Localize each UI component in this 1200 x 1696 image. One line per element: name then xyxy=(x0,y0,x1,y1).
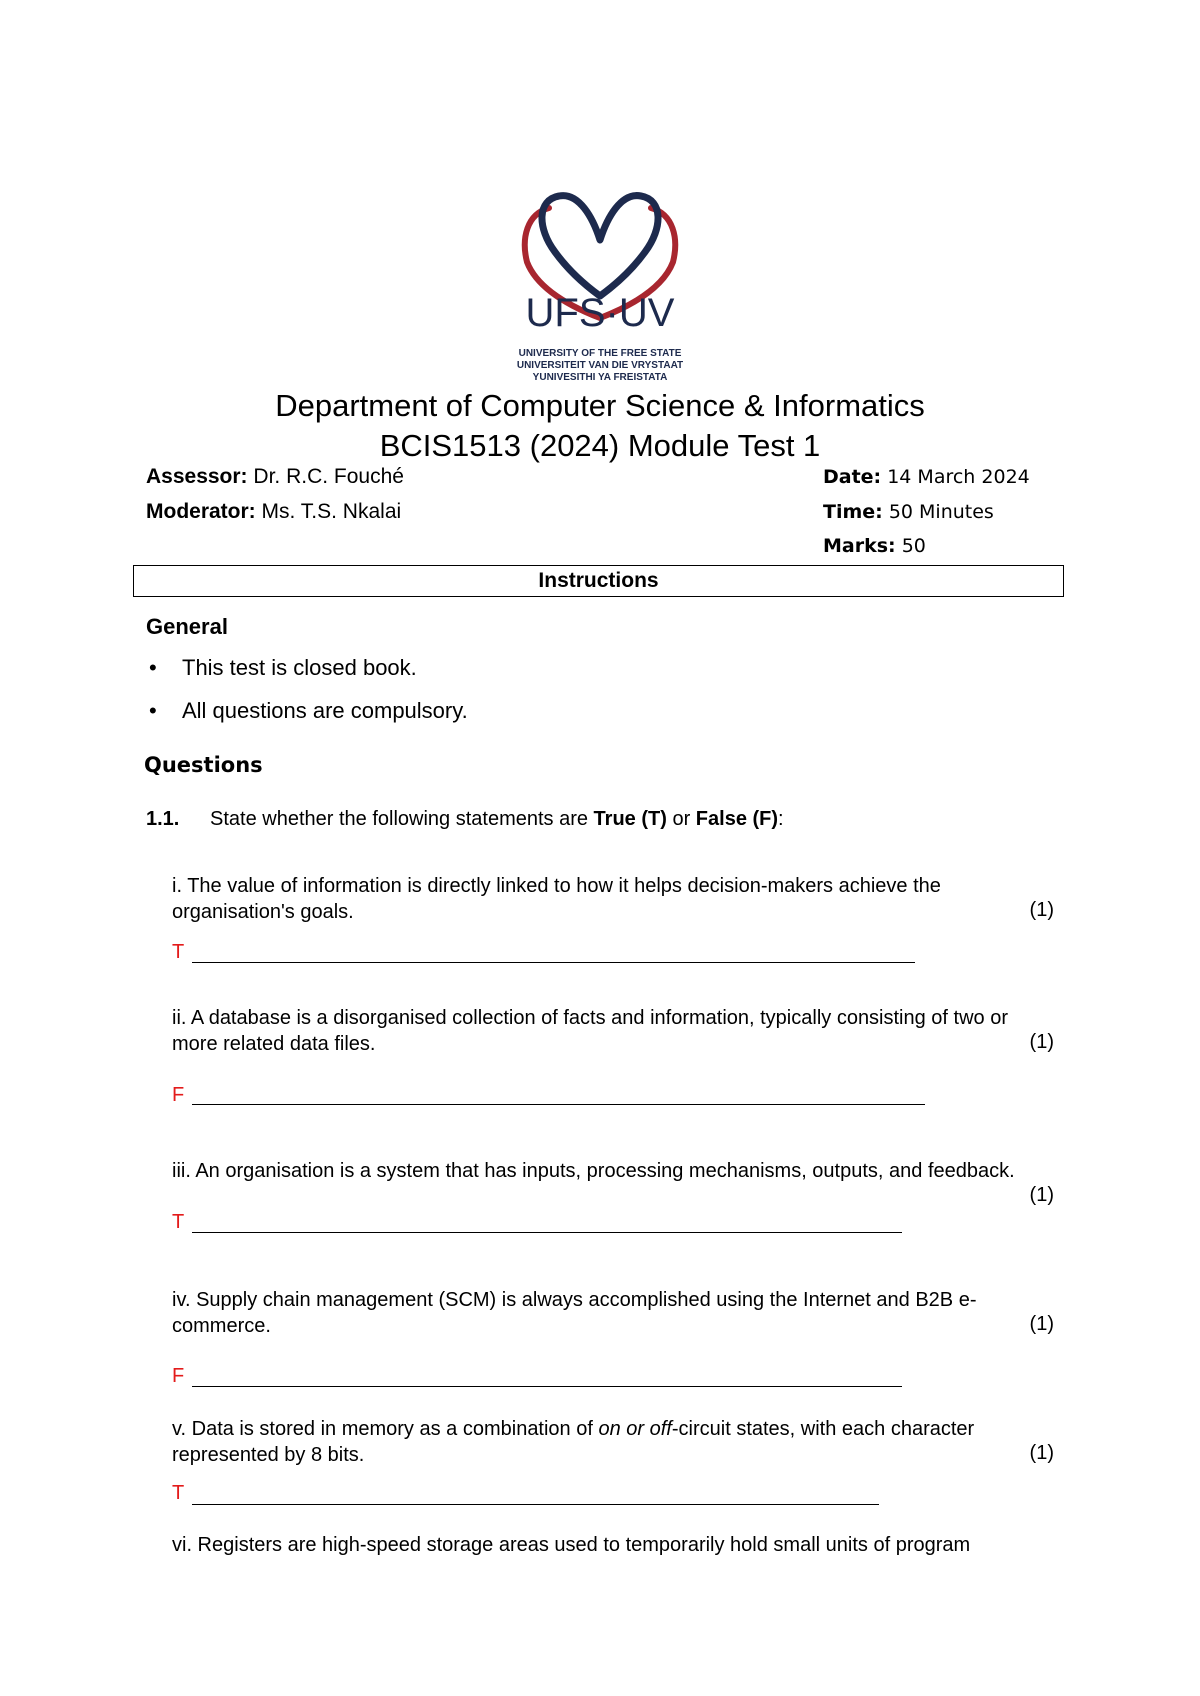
test-title: BCIS1513 (2024) Module Test 1 xyxy=(379,428,821,463)
statement-v-text-end: -circuit states, with each character represented by 8 bits. xyxy=(172,1418,975,1466)
mark-iii: (1) xyxy=(1029,1184,1054,1206)
bullet-icon: • xyxy=(149,698,157,723)
mark-ii: (1) xyxy=(1029,1031,1054,1053)
university-logo xyxy=(497,178,704,388)
question-1-1-prompt xyxy=(210,808,784,831)
ufs-shield-emblem xyxy=(497,178,704,388)
prompt-or: or xyxy=(666,808,696,830)
marks-line xyxy=(823,532,926,560)
answer-ii: F xyxy=(172,1084,185,1106)
bullet-text: This test is closed book. xyxy=(182,655,417,680)
answer-line-v xyxy=(192,1504,879,1505)
time-label: Time: xyxy=(823,501,883,523)
answer-line-i xyxy=(192,962,915,963)
instruction-bullet-2 xyxy=(149,697,468,725)
date-line xyxy=(823,463,1030,491)
statement-iii: iii. An organisation is a system that has inputs, processing mechanisms, outputs, and feedback. xyxy=(172,1160,1015,1182)
assessor-value: Dr. R.C. Fouché xyxy=(253,465,404,488)
mark-i: (1) xyxy=(1029,899,1054,921)
date-value: 14 March 2024 xyxy=(887,466,1030,488)
question-1-1-number xyxy=(146,808,179,831)
statement-i: i. The value of information is directly linked to how it helps decision-makers achieve the organisation's goals. xyxy=(172,875,941,923)
prompt-suffix: : xyxy=(778,808,784,830)
bullet-icon: • xyxy=(149,655,157,680)
assessor-line xyxy=(146,463,404,491)
statement-ii: ii. A database is a disorganised collection of facts and information, typically consisting of two or more related data files. xyxy=(172,1007,1009,1055)
moderator-line xyxy=(146,498,401,526)
logo-wordmark: UFS·UV xyxy=(525,291,675,335)
logo-line-3: YUNIVESITHI YA FREISTATA xyxy=(532,372,668,383)
general-heading: General xyxy=(146,614,228,639)
answer-iii: T xyxy=(172,1211,185,1233)
logo-line-1: UNIVERSITY OF THE FREE STATE xyxy=(518,348,682,359)
prompt-text: State whether the following statements are xyxy=(210,808,594,830)
answer-line-ii xyxy=(192,1104,925,1105)
instruction-bullet-1 xyxy=(149,654,417,682)
time-line xyxy=(823,498,994,526)
bullet-text: All questions are compulsory. xyxy=(182,698,468,723)
prompt-false: False (F) xyxy=(695,808,779,830)
moderator-value: Ms. T.S. Nkalai xyxy=(261,500,402,523)
statement-v xyxy=(172,1416,1052,1468)
statement-vi: vi. Registers are high-speed storage areas used to temporarily hold small units of program xyxy=(172,1534,971,1556)
mark-v: (1) xyxy=(1029,1442,1054,1464)
question-number: 1.1. xyxy=(146,808,180,830)
logo-line-2: UNIVERSITEIT VAN DIE VRYSTAAT xyxy=(516,360,684,371)
answer-iv: F xyxy=(172,1365,185,1387)
questions-heading: Questions xyxy=(144,753,263,777)
answer-line-iii xyxy=(192,1232,902,1233)
marks-value: 50 xyxy=(901,535,926,557)
date-label: Date: xyxy=(823,466,882,488)
mark-iv: (1) xyxy=(1029,1313,1054,1335)
department-heading: Department of Computer Science & Informatics xyxy=(275,388,925,423)
statement-iv: iv. Supply chain management (SCM) is always accomplished using the Internet and B2B e-commerce. xyxy=(172,1289,977,1337)
answer-line-iv xyxy=(192,1386,902,1387)
marks-label: Marks: xyxy=(823,535,896,557)
answer-i: T xyxy=(172,941,185,963)
statement-v-text: v. Data is stored in memory as a combination of xyxy=(172,1418,599,1440)
statement-v-italic: on or off xyxy=(598,1418,672,1440)
time-value: 50 Minutes xyxy=(888,501,994,523)
instructions-header-box: Instructions xyxy=(133,565,1064,597)
prompt-true: True (T) xyxy=(593,808,667,830)
assessor-label: Assessor: xyxy=(146,465,248,488)
moderator-label: Moderator: xyxy=(146,500,256,523)
answer-v: T xyxy=(172,1482,185,1504)
